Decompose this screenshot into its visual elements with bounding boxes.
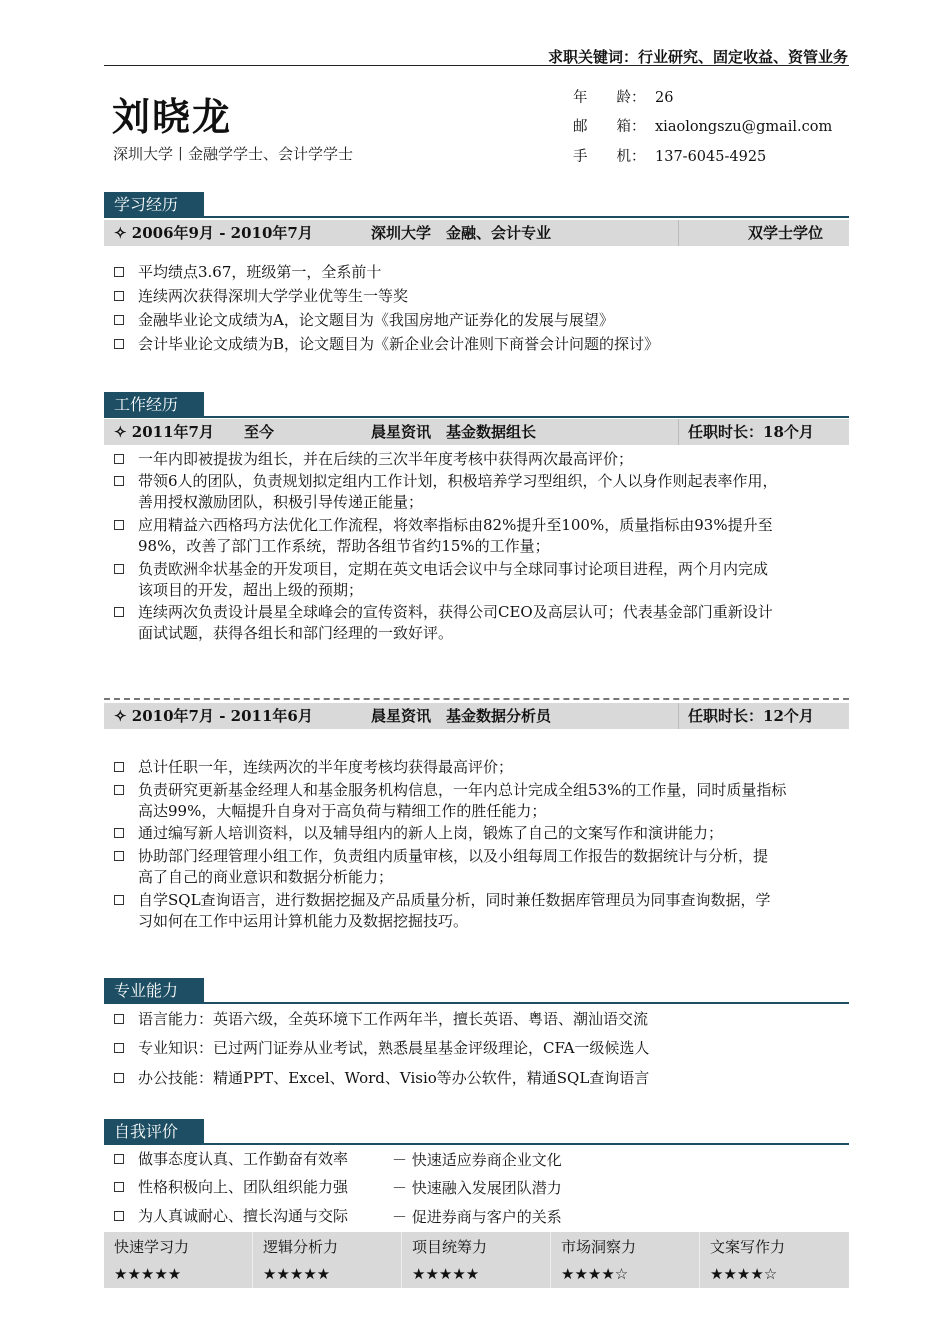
section-work-line — [104, 416, 849, 418]
bar-divider — [678, 419, 679, 445]
list-item: 为人真诚耐心、擅长沟通与交际 — [114, 1206, 834, 1227]
checkbox-icon — [114, 785, 124, 795]
checkbox-icon — [114, 1154, 124, 1164]
job-separator — [104, 698, 849, 700]
list-item: 平均绩点3.67，班级第一，全系前十 — [114, 262, 834, 283]
eval-point: － 促进券商与客户的关系 — [392, 1208, 562, 1226]
job1-org: 晨星资讯 基金数据组长 — [371, 423, 537, 441]
job2-bar — [104, 703, 849, 729]
list-item: 带领6人的团队，负责规划拟定组内工作计划，积极培养学习型组织，个人以身作则起表率作用， 善用授权激励团队，积极引导传递正能量； — [114, 471, 834, 513]
list-item: 连续两次获得深圳大学学业优等生一等奖 — [114, 286, 834, 307]
list-item: 负责欧洲伞状基金的开发项目，定期在英文电话会议中与全球同事讨论项目进程，两个月内完成 该项目的开发，超出上级的预期； — [114, 559, 834, 601]
list-item: 应用精益六西格玛方法优化工作流程，将效率指标由82%提升至100%，质量指标由93%提升至 98%，改善了部门工作系统，帮助各组节省约15%的工作量； — [114, 515, 834, 557]
checkbox-icon — [114, 1073, 124, 1083]
job1-tenure: 任职时长：18个月 — [688, 423, 814, 441]
job2-period: ✧ 2010年7月 - 2011年6月 — [114, 707, 313, 725]
phone-label: 手 机： — [573, 149, 646, 165]
checkbox-icon — [114, 267, 124, 277]
skill-name: 快速学习力 — [114, 1238, 190, 1256]
bar-divider — [678, 220, 679, 246]
list-item: 连续两次负责设计晨星全球峰会的宣传资料，获得公司CEO及高层认可；代表基金部门重新设计 面试试题，获得各组长和部门经理的一致好评。 — [114, 602, 834, 644]
list-item: 语言能力：英语六级，全英环境下工作两年半，擅长英语、粤语、潮汕语交流 — [114, 1009, 834, 1030]
education-bar — [104, 220, 849, 246]
star-rating-icon: ★★★★★ — [263, 1265, 331, 1283]
star-rating-icon: ★★★★★ — [114, 1265, 182, 1283]
list-item: 通过编写新人培训资料，以及辅导组内的新人上岗，锻炼了自己的文案写作和演讲能力； — [114, 823, 834, 844]
skill-name: 逻辑分析力 — [263, 1238, 339, 1256]
phone-value: 137-6045-4925 — [655, 149, 767, 165]
checkbox-icon — [114, 1043, 124, 1053]
checkbox-icon — [114, 851, 124, 861]
list-item: 性格积极向上、团队组织能力强 — [114, 1177, 834, 1198]
checkbox-icon — [114, 1014, 124, 1024]
skill-rating — [402, 1232, 551, 1288]
list-item: 办公技能：精通PPT、Excel、Word、Visio等办公软件，精通SQL查询语言 — [114, 1068, 834, 1089]
skill-rating — [104, 1232, 253, 1288]
checkbox-icon — [114, 291, 124, 301]
email-label: 邮 箱： — [573, 119, 646, 135]
section-self-eval-line — [104, 1143, 849, 1145]
info-phone — [573, 145, 766, 166]
checkbox-icon — [114, 564, 124, 574]
section-work-title: 工作经历 — [104, 392, 204, 417]
skill-name: 市场洞察力 — [561, 1238, 637, 1256]
skill-name: 项目统筹力 — [412, 1238, 488, 1256]
checkbox-icon — [114, 607, 124, 617]
section-self-eval-title: 自我评价 — [104, 1119, 204, 1144]
list-item: 做事态度认真、工作勤奋有效率 — [114, 1149, 834, 1170]
section-education-line — [104, 216, 849, 218]
list-item: 自学SQL查询语言，进行数据挖掘及产品质量分析，同时兼任数据库管理员为同事查询数据，学 习如何在工作中运用计算机能力及数据挖掘技巧。 — [114, 890, 834, 932]
job1-period: ✧ 2011年7月 至今 — [114, 423, 274, 441]
education-period: ✧ 2006年9月 - 2010年7月 — [114, 224, 313, 242]
section-skills-line — [104, 1002, 849, 1004]
list-item: 会计毕业论文成绩为B，论文题目为《新企业会计准则下商誉会计问题的探讨》 — [114, 334, 834, 355]
checkbox-icon — [114, 1211, 124, 1221]
list-item: 金融毕业论文成绩为A，论文题目为《我国房地产证券化的发展与展望》 — [114, 310, 834, 331]
list-item: 一年内即被提拔为组长，并在后续的三次半年度考核中获得两次最高评价； — [114, 449, 834, 470]
skill-ratings — [104, 1232, 849, 1288]
star-rating-icon: ★★★★☆ — [561, 1265, 629, 1283]
skill-rating — [700, 1232, 849, 1288]
job-keywords: 求职关键词：行业研究、固定收益、资管业务 — [547, 48, 848, 66]
age-value: 26 — [655, 90, 674, 106]
skill-rating — [253, 1232, 402, 1288]
checkbox-icon — [114, 895, 124, 905]
list-item: 负责研究更新基金经理人和基金服务机构信息，一年内总计完成全组53%的工作量，同时质量指标 高达99%，大幅提升自身对于高负荷与精细工作的胜任能力； — [114, 780, 834, 822]
skill-name: 文案写作力 — [710, 1238, 786, 1256]
list-item: 总计任职一年，连续两次的半年度考核均获得最高评价； — [114, 757, 834, 778]
list-item: 专业知识：已过两门证券从业考试，熟悉晨星基金评级理论，CFA一级候选人 — [114, 1038, 834, 1059]
age-label: 年 龄： — [573, 90, 646, 106]
candidate-name: 刘晓龙 — [112, 94, 233, 139]
school-degree: 深圳大学丨金融学学士、会计学学士 — [113, 145, 354, 163]
bar-divider — [678, 703, 679, 729]
education-org: 深圳大学 金融、会计专业 — [371, 224, 552, 242]
skill-rating — [551, 1232, 700, 1288]
checkbox-icon — [114, 520, 124, 530]
section-education-title: 学习经历 — [104, 192, 204, 217]
info-age — [573, 86, 673, 107]
checkbox-icon — [114, 339, 124, 349]
checkbox-icon — [114, 828, 124, 838]
checkbox-icon — [114, 454, 124, 464]
checkbox-icon — [114, 1182, 124, 1192]
job2-org: 晨星资讯 基金数据分析员 — [371, 707, 552, 725]
eval-point: － 快速融入发展团队潜力 — [392, 1179, 562, 1197]
job2-tenure: 任职时长：12个月 — [688, 707, 814, 725]
eval-point: － 快速适应券商企业文化 — [392, 1151, 562, 1169]
list-item: 协助部门经理管理小组工作，负责组内质量审核，以及小组每周工作报告的数据统计与分析，提 高了自己的商业意识和数据分析能力； — [114, 846, 834, 888]
checkbox-icon — [114, 476, 124, 486]
email-value[interactable]: xiaolongszu@gmail.com — [655, 119, 833, 135]
header-divider — [104, 65, 849, 66]
section-skills-title: 专业能力 — [104, 978, 204, 1003]
star-rating-icon: ★★★★★ — [412, 1265, 480, 1283]
education-degree: 双学士学位 — [748, 224, 824, 242]
job1-bar — [104, 419, 849, 445]
info-email — [573, 115, 832, 136]
checkbox-icon — [114, 762, 124, 772]
star-rating-icon: ★★★★☆ — [710, 1265, 778, 1283]
checkbox-icon — [114, 315, 124, 325]
